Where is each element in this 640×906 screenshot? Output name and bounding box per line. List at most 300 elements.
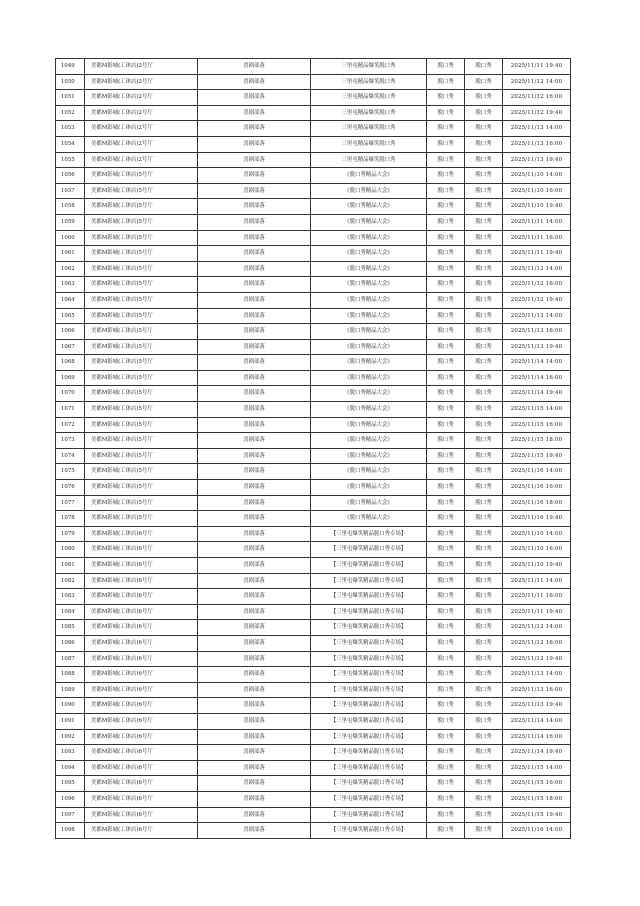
venue-cell: 美都M影城(工体店)5号厅	[85, 261, 198, 277]
venue-cell: 美都M影城(工体店)2号厅	[85, 121, 198, 137]
category-cell: 脱口秀	[465, 745, 503, 761]
datetime-cell: 2025/11/15 14:00	[503, 402, 571, 418]
venue-cell: 美都M影城(工体店)5号厅	[85, 214, 198, 230]
category-cell: 脱口秀	[465, 542, 503, 558]
row-number: 1070	[56, 386, 85, 402]
row-number: 1078	[56, 511, 85, 527]
venue-cell: 美都M影城(工体店)5号厅	[85, 417, 198, 433]
category-cell: 脱口秀	[465, 558, 503, 574]
show-type-cell: 脱口秀	[427, 651, 465, 667]
datetime-cell: 2025/11/15 19:40	[503, 448, 571, 464]
organizer-cell: 喜剧部落	[198, 542, 311, 558]
show-title-cell: 《脱口秀精品大会》	[311, 511, 427, 527]
datetime-cell: 2025/11/12 16:00	[503, 277, 571, 293]
show-type-cell: 脱口秀	[427, 589, 465, 605]
datetime-cell: 2025/11/13 16:00	[503, 682, 571, 698]
show-title-cell: 【三里屯爆笑精品脱口秀专场】	[311, 651, 427, 667]
category-cell: 脱口秀	[465, 760, 503, 776]
venue-cell: 美都M影城(工体店)5号厅	[85, 246, 198, 262]
show-type-cell: 脱口秀	[427, 745, 465, 761]
show-type-cell: 脱口秀	[427, 713, 465, 729]
datetime-cell: 2025/11/10 14:00	[503, 526, 571, 542]
schedule-body	[56, 59, 571, 839]
category-cell: 脱口秀	[465, 292, 503, 308]
organizer-cell: 喜剧部落	[198, 261, 311, 277]
venue-cell: 美都M影城(工体店)2号厅	[85, 105, 198, 121]
category-cell: 脱口秀	[465, 308, 503, 324]
category-cell: 脱口秀	[465, 402, 503, 418]
category-cell: 脱口秀	[465, 604, 503, 620]
datetime-cell: 2025/11/13 19:40	[503, 152, 571, 168]
row-number: 1094	[56, 760, 85, 776]
row-number: 1067	[56, 339, 85, 355]
datetime-cell: 2025/11/12 19:40	[503, 651, 571, 667]
category-cell: 脱口秀	[465, 495, 503, 511]
table-row	[56, 105, 571, 121]
venue-cell: 美都M影城(工体店)5号厅	[85, 433, 198, 449]
datetime-cell: 2025/11/13 19:40	[503, 698, 571, 714]
organizer-cell: 喜剧部落	[198, 74, 311, 90]
datetime-cell: 2025/11/13 16:00	[503, 324, 571, 340]
datetime-cell: 2025/11/16 14:00	[503, 823, 571, 839]
table-row	[56, 542, 571, 558]
show-type-cell: 脱口秀	[427, 573, 465, 589]
row-number: 1072	[56, 417, 85, 433]
table-row	[56, 433, 571, 449]
show-type-cell: 脱口秀	[427, 105, 465, 121]
venue-cell: 美都M影城(工体店)6号厅	[85, 573, 198, 589]
venue-cell: 美都M影城(工体店)6号厅	[85, 729, 198, 745]
organizer-cell: 喜剧部落	[198, 152, 311, 168]
organizer-cell: 喜剧部落	[198, 324, 311, 340]
venue-cell: 美都M影城(工体店)5号厅	[85, 386, 198, 402]
show-type-cell: 脱口秀	[427, 355, 465, 371]
datetime-cell: 2025/11/11 19:40	[503, 59, 571, 75]
category-cell: 脱口秀	[465, 355, 503, 371]
show-title-cell: 【三里屯爆笑精品脱口秀专场】	[311, 635, 427, 651]
venue-cell: 美都M影城(工体店)2号厅	[85, 74, 198, 90]
table-row	[56, 121, 571, 137]
row-number: 1060	[56, 230, 85, 246]
datetime-cell: 2025/11/16 16:00	[503, 480, 571, 496]
row-number: 1058	[56, 199, 85, 215]
venue-cell: 美都M影城(工体店)6号厅	[85, 791, 198, 807]
show-type-cell: 脱口秀	[427, 417, 465, 433]
organizer-cell: 喜剧部落	[198, 729, 311, 745]
table-row	[56, 760, 571, 776]
venue-cell: 美都M影城(工体店)5号厅	[85, 183, 198, 199]
category-cell: 脱口秀	[465, 183, 503, 199]
table-row	[56, 59, 571, 75]
organizer-cell: 喜剧部落	[198, 604, 311, 620]
show-title-cell: 【三里屯爆笑精品脱口秀专场】	[311, 729, 427, 745]
show-title-cell: 《脱口秀精品大会》	[311, 480, 427, 496]
datetime-cell: 2025/11/14 14:00	[503, 713, 571, 729]
organizer-cell: 喜剧部落	[198, 713, 311, 729]
row-number: 1064	[56, 292, 85, 308]
row-number: 1086	[56, 635, 85, 651]
table-row	[56, 448, 571, 464]
datetime-cell: 2025/11/13 14:00	[503, 667, 571, 683]
show-title-cell: 《脱口秀精品大会》	[311, 464, 427, 480]
table-row	[56, 230, 571, 246]
row-number: 1079	[56, 526, 85, 542]
table-row	[56, 324, 571, 340]
row-number: 1077	[56, 495, 85, 511]
show-type-cell: 脱口秀	[427, 90, 465, 106]
table-row	[56, 277, 571, 293]
organizer-cell: 喜剧部落	[198, 230, 311, 246]
table-row	[56, 261, 571, 277]
show-title-cell: 【三里屯爆笑精品脱口秀专场】	[311, 713, 427, 729]
show-title-cell: 《脱口秀精品大会》	[311, 386, 427, 402]
venue-cell: 美都M影城(工体店)6号厅	[85, 542, 198, 558]
datetime-cell: 2025/11/10 16:00	[503, 542, 571, 558]
row-number: 1066	[56, 324, 85, 340]
show-title-cell: 《脱口秀精品大会》	[311, 355, 427, 371]
show-title-cell: 《脱口秀精品大会》	[311, 261, 427, 277]
category-cell: 脱口秀	[465, 526, 503, 542]
table-row	[56, 370, 571, 386]
organizer-cell: 喜剧部落	[198, 168, 311, 184]
organizer-cell: 喜剧部落	[198, 589, 311, 605]
show-title-cell: 《脱口秀精品大会》	[311, 417, 427, 433]
venue-cell: 美都M影城(工体店)6号厅	[85, 823, 198, 839]
organizer-cell: 喜剧部落	[198, 558, 311, 574]
organizer-cell: 喜剧部落	[198, 183, 311, 199]
table-row	[56, 667, 571, 683]
venue-cell: 美都M影城(工体店)2号厅	[85, 90, 198, 106]
organizer-cell: 喜剧部落	[198, 526, 311, 542]
show-type-cell: 脱口秀	[427, 526, 465, 542]
category-cell: 脱口秀	[465, 324, 503, 340]
venue-cell: 美都M影城(工体店)5号厅	[85, 370, 198, 386]
show-type-cell: 脱口秀	[427, 277, 465, 293]
category-cell: 脱口秀	[465, 713, 503, 729]
organizer-cell: 喜剧部落	[198, 620, 311, 636]
show-title-cell: 《脱口秀精品大会》	[311, 370, 427, 386]
table-row	[56, 745, 571, 761]
venue-cell: 美都M影城(工体店)6号厅	[85, 745, 198, 761]
category-cell: 脱口秀	[465, 729, 503, 745]
datetime-cell: 2025/11/15 18:00	[503, 433, 571, 449]
category-cell: 脱口秀	[465, 152, 503, 168]
show-type-cell: 脱口秀	[427, 558, 465, 574]
show-type-cell: 脱口秀	[427, 214, 465, 230]
datetime-cell: 2025/11/11 14:00	[503, 214, 571, 230]
category-cell: 脱口秀	[465, 480, 503, 496]
show-title-cell: 【三里屯爆笑精品脱口秀专场】	[311, 542, 427, 558]
organizer-cell: 喜剧部落	[198, 136, 311, 152]
row-number: 1090	[56, 698, 85, 714]
category-cell: 脱口秀	[465, 635, 503, 651]
organizer-cell: 喜剧部落	[198, 667, 311, 683]
show-title-cell: 《脱口秀精品大会》	[311, 339, 427, 355]
datetime-cell: 2025/11/10 14:00	[503, 168, 571, 184]
venue-cell: 美都M影城(工体店)2号厅	[85, 136, 198, 152]
datetime-cell: 2025/11/15 16:00	[503, 417, 571, 433]
organizer-cell: 喜剧部落	[198, 480, 311, 496]
category-cell: 脱口秀	[465, 589, 503, 605]
venue-cell: 美都M影城(工体店)6号厅	[85, 682, 198, 698]
table-row	[56, 339, 571, 355]
category-cell: 脱口秀	[465, 277, 503, 293]
show-type-cell: 脱口秀	[427, 776, 465, 792]
show-type-cell: 脱口秀	[427, 59, 465, 75]
organizer-cell: 喜剧部落	[198, 90, 311, 106]
table-row	[56, 417, 571, 433]
organizer-cell: 喜剧部落	[198, 417, 311, 433]
venue-cell: 美都M影城(工体店)5号厅	[85, 448, 198, 464]
datetime-cell: 2025/11/11 14:00	[503, 573, 571, 589]
organizer-cell: 喜剧部落	[198, 214, 311, 230]
show-type-cell: 脱口秀	[427, 386, 465, 402]
datetime-cell: 2025/11/11 19:40	[503, 246, 571, 262]
show-title-cell: 【三里屯爆笑精品脱口秀专场】	[311, 573, 427, 589]
show-title-cell: 【三里屯爆笑精品脱口秀专场】	[311, 776, 427, 792]
show-title-cell: 《脱口秀精品大会》	[311, 199, 427, 215]
show-type-cell: 脱口秀	[427, 448, 465, 464]
datetime-cell: 2025/11/11 16:00	[503, 589, 571, 605]
datetime-cell: 2025/11/12 14:00	[503, 74, 571, 90]
row-number: 1071	[56, 402, 85, 418]
category-cell: 脱口秀	[465, 667, 503, 683]
datetime-cell: 2025/11/12 16:00	[503, 90, 571, 106]
show-title-cell: 《脱口秀精品大会》	[311, 495, 427, 511]
show-title-cell: 三里屯精品爆笑脱口秀	[311, 59, 427, 75]
show-title-cell: 【三里屯爆笑精品脱口秀专场】	[311, 791, 427, 807]
row-number: 1092	[56, 729, 85, 745]
datetime-cell: 2025/11/10 19:40	[503, 558, 571, 574]
show-title-cell: 《脱口秀精品大会》	[311, 292, 427, 308]
datetime-cell: 2025/11/12 16:00	[503, 635, 571, 651]
table-row	[56, 791, 571, 807]
row-number: 1063	[56, 277, 85, 293]
table-row	[56, 495, 571, 511]
show-type-cell: 脱口秀	[427, 760, 465, 776]
table-row	[56, 558, 571, 574]
organizer-cell: 喜剧部落	[198, 121, 311, 137]
organizer-cell: 喜剧部落	[198, 277, 311, 293]
show-title-cell: 《脱口秀精品大会》	[311, 308, 427, 324]
organizer-cell: 喜剧部落	[198, 59, 311, 75]
venue-cell: 美都M影城(工体店)5号厅	[85, 308, 198, 324]
venue-cell: 美都M影城(工体店)5号厅	[85, 168, 198, 184]
datetime-cell: 2025/11/12 14:00	[503, 620, 571, 636]
venue-cell: 美都M影城(工体店)5号厅	[85, 511, 198, 527]
show-title-cell: 三里屯精品爆笑脱口秀	[311, 152, 427, 168]
category-cell: 脱口秀	[465, 214, 503, 230]
venue-cell: 美都M影城(工体店)6号厅	[85, 558, 198, 574]
row-number: 1069	[56, 370, 85, 386]
show-type-cell: 脱口秀	[427, 823, 465, 839]
show-title-cell: 【三里屯爆笑精品脱口秀专场】	[311, 823, 427, 839]
venue-cell: 美都M影城(工体店)5号厅	[85, 292, 198, 308]
show-type-cell: 脱口秀	[427, 511, 465, 527]
show-type-cell: 脱口秀	[427, 183, 465, 199]
datetime-cell: 2025/11/15 14:00	[503, 760, 571, 776]
table-row	[56, 511, 571, 527]
show-type-cell: 脱口秀	[427, 464, 465, 480]
category-cell: 脱口秀	[465, 59, 503, 75]
show-type-cell: 脱口秀	[427, 542, 465, 558]
show-title-cell: 【三里屯爆笑精品脱口秀专场】	[311, 682, 427, 698]
venue-cell: 美都M影城(工体店)5号厅	[85, 324, 198, 340]
category-cell: 脱口秀	[465, 136, 503, 152]
venue-cell: 美都M影城(工体店)2号厅	[85, 152, 198, 168]
datetime-cell: 2025/11/12 19:40	[503, 292, 571, 308]
show-type-cell: 脱口秀	[427, 604, 465, 620]
datetime-cell: 2025/11/16 14:00	[503, 464, 571, 480]
document-page	[55, 58, 570, 839]
row-number: 1050	[56, 74, 85, 90]
row-number: 1055	[56, 152, 85, 168]
category-cell: 脱口秀	[465, 651, 503, 667]
row-number: 1051	[56, 90, 85, 106]
show-type-cell: 脱口秀	[427, 480, 465, 496]
category-cell: 脱口秀	[465, 448, 503, 464]
show-type-cell: 脱口秀	[427, 152, 465, 168]
show-type-cell: 脱口秀	[427, 495, 465, 511]
schedule-table	[55, 58, 571, 839]
show-title-cell: 《脱口秀精品大会》	[311, 402, 427, 418]
show-type-cell: 脱口秀	[427, 168, 465, 184]
organizer-cell: 喜剧部落	[198, 745, 311, 761]
organizer-cell: 喜剧部落	[198, 698, 311, 714]
table-row	[56, 74, 571, 90]
show-type-cell: 脱口秀	[427, 635, 465, 651]
table-row	[56, 776, 571, 792]
venue-cell: 美都M影城(工体店)6号厅	[85, 760, 198, 776]
venue-cell: 美都M影城(工体店)5号厅	[85, 230, 198, 246]
datetime-cell: 2025/11/13 14:00	[503, 308, 571, 324]
row-number: 1097	[56, 807, 85, 823]
row-number: 1085	[56, 620, 85, 636]
table-row	[56, 464, 571, 480]
datetime-cell: 2025/11/16 18:00	[503, 495, 571, 511]
show-type-cell: 脱口秀	[427, 136, 465, 152]
venue-cell: 美都M影城(工体店)6号厅	[85, 698, 198, 714]
organizer-cell: 喜剧部落	[198, 448, 311, 464]
datetime-cell: 2025/11/14 14:00	[503, 355, 571, 371]
show-type-cell: 脱口秀	[427, 807, 465, 823]
organizer-cell: 喜剧部落	[198, 791, 311, 807]
row-number: 1073	[56, 433, 85, 449]
category-cell: 脱口秀	[465, 823, 503, 839]
table-row	[56, 729, 571, 745]
category-cell: 脱口秀	[465, 74, 503, 90]
show-title-cell: 【三里屯爆笑精品脱口秀专场】	[311, 620, 427, 636]
category-cell: 脱口秀	[465, 121, 503, 137]
show-title-cell: 《脱口秀精品大会》	[311, 277, 427, 293]
venue-cell: 美都M影城(工体店)6号厅	[85, 651, 198, 667]
show-title-cell: 《脱口秀精品大会》	[311, 246, 427, 262]
organizer-cell: 喜剧部落	[198, 402, 311, 418]
row-number: 1082	[56, 573, 85, 589]
table-row	[56, 620, 571, 636]
category-cell: 脱口秀	[465, 573, 503, 589]
row-number: 1052	[56, 105, 85, 121]
show-type-cell: 脱口秀	[427, 199, 465, 215]
category-cell: 脱口秀	[465, 417, 503, 433]
datetime-cell: 2025/11/13 16:00	[503, 136, 571, 152]
table-row	[56, 90, 571, 106]
row-number: 1084	[56, 604, 85, 620]
organizer-cell: 喜剧部落	[198, 386, 311, 402]
organizer-cell: 喜剧部落	[198, 823, 311, 839]
table-row	[56, 292, 571, 308]
row-number: 1080	[56, 542, 85, 558]
show-type-cell: 脱口秀	[427, 698, 465, 714]
organizer-cell: 喜剧部落	[198, 464, 311, 480]
venue-cell: 美都M影城(工体店)2号厅	[85, 59, 198, 75]
organizer-cell: 喜剧部落	[198, 355, 311, 371]
category-cell: 脱口秀	[465, 246, 503, 262]
venue-cell: 美都M影城(工体店)6号厅	[85, 776, 198, 792]
table-row	[56, 402, 571, 418]
row-number: 1054	[56, 136, 85, 152]
show-type-cell: 脱口秀	[427, 261, 465, 277]
row-number: 1087	[56, 651, 85, 667]
show-title-cell: 《脱口秀精品大会》	[311, 214, 427, 230]
venue-cell: 美都M影城(工体店)6号厅	[85, 589, 198, 605]
row-number: 1089	[56, 682, 85, 698]
row-number: 1081	[56, 558, 85, 574]
organizer-cell: 喜剧部落	[198, 776, 311, 792]
show-title-cell: 三里屯精品爆笑脱口秀	[311, 105, 427, 121]
venue-cell: 美都M影城(工体店)6号厅	[85, 807, 198, 823]
category-cell: 脱口秀	[465, 776, 503, 792]
organizer-cell: 喜剧部落	[198, 495, 311, 511]
datetime-cell: 2025/11/13 19:40	[503, 339, 571, 355]
row-number: 1049	[56, 59, 85, 75]
row-number: 1093	[56, 745, 85, 761]
organizer-cell: 喜剧部落	[198, 651, 311, 667]
table-row	[56, 573, 571, 589]
venue-cell: 美都M影城(工体店)5号厅	[85, 480, 198, 496]
row-number: 1065	[56, 308, 85, 324]
row-number: 1061	[56, 246, 85, 262]
show-type-cell: 脱口秀	[427, 682, 465, 698]
table-row	[56, 183, 571, 199]
venue-cell: 美都M影城(工体店)6号厅	[85, 667, 198, 683]
venue-cell: 美都M影城(工体店)6号厅	[85, 713, 198, 729]
show-type-cell: 脱口秀	[427, 339, 465, 355]
datetime-cell: 2025/11/11 19:40	[503, 604, 571, 620]
show-title-cell: 《脱口秀精品大会》	[311, 230, 427, 246]
show-title-cell: 《脱口秀精品大会》	[311, 324, 427, 340]
show-title-cell: 【三里屯爆笑精品脱口秀专场】	[311, 745, 427, 761]
datetime-cell: 2025/11/15 16:00	[503, 776, 571, 792]
table-row	[56, 246, 571, 262]
table-row	[56, 604, 571, 620]
organizer-cell: 喜剧部落	[198, 339, 311, 355]
organizer-cell: 喜剧部落	[198, 308, 311, 324]
organizer-cell: 喜剧部落	[198, 370, 311, 386]
category-cell: 脱口秀	[465, 90, 503, 106]
table-row	[56, 635, 571, 651]
category-cell: 脱口秀	[465, 386, 503, 402]
table-row	[56, 386, 571, 402]
category-cell: 脱口秀	[465, 230, 503, 246]
datetime-cell: 2025/11/11 16:00	[503, 230, 571, 246]
row-number: 1096	[56, 791, 85, 807]
venue-cell: 美都M影城(工体店)6号厅	[85, 620, 198, 636]
table-row	[56, 480, 571, 496]
datetime-cell: 2025/11/10 19:40	[503, 199, 571, 215]
show-title-cell: 【三里屯爆笑精品脱口秀专场】	[311, 807, 427, 823]
show-title-cell: 【三里屯爆笑精品脱口秀专场】	[311, 558, 427, 574]
